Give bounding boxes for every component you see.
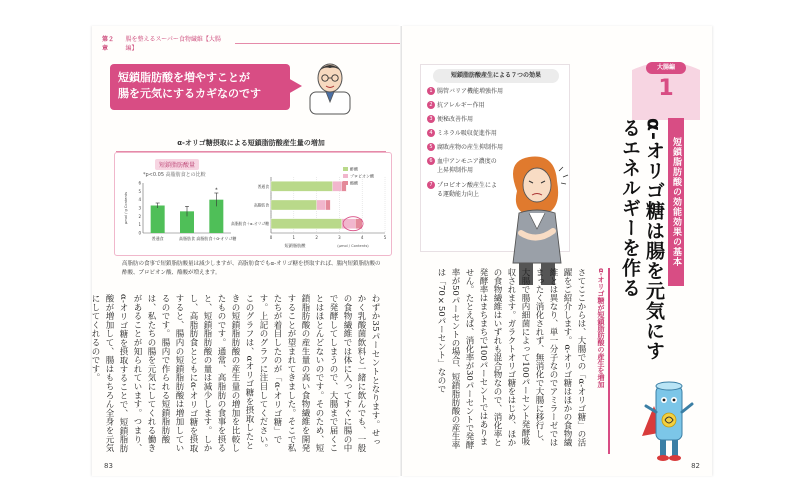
effect-label: 腐敗産物の産生抑制作用 xyxy=(437,144,504,151)
y-tick-label: 3 xyxy=(138,205,141,211)
woman-stomachache-illustration-icon xyxy=(499,151,579,287)
significance-mark: * xyxy=(215,187,218,194)
x-tick-label: 普通食 xyxy=(151,236,164,241)
effect-number-badge: 3 xyxy=(427,115,435,123)
y-tick-label: 5 xyxy=(138,188,141,194)
stacked-bar-segment xyxy=(271,219,342,229)
stacked-bar-segment xyxy=(317,200,326,210)
stacked-bar-chart xyxy=(231,163,391,255)
headline-line-2: 腸を元気にするカギなのです xyxy=(118,87,261,100)
effect-number-badge: 7 xyxy=(427,181,435,189)
headline-box xyxy=(110,64,290,110)
x-tick-label: 5 xyxy=(383,235,387,240)
stacked-bar-segment xyxy=(326,200,331,210)
figure-title: α-オリゴ糖摂取による短鎖脂肪酸産生量の増加 xyxy=(116,138,386,152)
left-page xyxy=(92,26,400,476)
doctor-illustration-icon xyxy=(306,58,354,114)
x-tick-label: 高脂肪食＋α-オリゴ糖 xyxy=(196,236,237,241)
bar xyxy=(151,206,165,234)
headline-line-1: 短鎖脂肪酸を増やすことが xyxy=(118,71,250,84)
legend-label: プロピオン酸 xyxy=(350,173,374,179)
mini-chart-title: 短鎖脂肪酸量 xyxy=(155,159,199,170)
y-tick-label: 高脂肪食 xyxy=(253,202,269,208)
chapter-label: 大腸編 xyxy=(646,62,686,74)
y-tick-label: 普通食 xyxy=(257,183,269,189)
effects-title: 短鎖脂肪酸産生による７つの効果 xyxy=(433,69,559,83)
effect-label: 血中アンモニア濃度の上昇抑制作用 xyxy=(437,158,497,174)
vertical-bar-chart xyxy=(119,177,239,255)
effect-label: ミネラル吸収促進作用 xyxy=(437,130,497,137)
legend-swatch xyxy=(343,167,348,171)
x-tick-label: 2 xyxy=(315,235,318,240)
effect-number-badge: 6 xyxy=(427,157,435,165)
effect-number-badge: 1 xyxy=(427,87,435,95)
effect-number-badge: 4 xyxy=(427,129,435,137)
x-tick-label: 1 xyxy=(292,235,296,240)
x-axis-unit: (μmol / Contents) xyxy=(337,244,369,248)
running-head-chapter: 第２章 xyxy=(102,36,115,52)
y-axis-label: μmol / g Contents xyxy=(124,191,128,225)
effects-box xyxy=(420,64,570,252)
legend-label: 酢酸 xyxy=(350,166,358,172)
effect-label: プロピオン酸産生による運動能力向上 xyxy=(437,182,498,198)
effect-label: 便秘改善作用 xyxy=(437,116,474,123)
x-tick-label: 高脂肪食 xyxy=(179,236,195,241)
right-page xyxy=(402,26,712,476)
alpha-mascot-icon xyxy=(638,376,700,466)
x-tick-label: 0 xyxy=(269,235,273,240)
left-body-text: わずか35パーセントとなります。せっかく乳酸菌飲料と一緒に飲んでも、一般の食物繊維では体に入ってすぐに腸の中で発酵してしまうので、大腸まで届くことはほとんどないのです。そのため、短鎖脂肪酸の産生量の高い食物繊維を開発することが望まれてきました。そこで私たちが着目したのが「α-オリゴ糖」です。上記のグラフに注目してください。このグラフは、αオリゴ糖を摂取したときの短鎖脂肪酸の産生量の増加を比較したものです。通常、高脂肪の食事を摂ると、短鎖脂肪酸の量は減少します。しかし、高脂肪食とともにα-オリゴ糖を摂取すると、腸内の短鎖脂肪酸は増加しているのです。腸内で作られる短鎖脂肪酸は、私たちの腸を元気にしてくれる働きがあることが知られています。つまり、α-オリゴ糖を摂取することで、短鎖脂肪酸が増加して、腸はもちろん全身を元気にしてくれるのです。 xyxy=(90,294,380,453)
figure-caption: 高脂肪の食事で短鎖脂肪酸量は減少しますが、高脂肪食でもα-オリゴ糖を摂取すれば、腸内短鎖脂肪酸の酢酸、プロピオン酸、酪酸が増えます。 xyxy=(122,261,381,276)
page-number-right: 82 xyxy=(691,462,700,470)
effect-number-badge: 2 xyxy=(427,101,435,109)
stacked-bar-segment xyxy=(342,219,356,229)
y-tick-label: 2 xyxy=(138,213,141,219)
legend-label: 酪酸 xyxy=(350,180,358,186)
section-heading: α-オリゴ糖が短鎖脂肪酸の産生を増加 xyxy=(594,268,610,454)
x-tick-label: 4 xyxy=(360,235,364,240)
page-title: α-オリゴ糖は腸を元気にするエネルギーを作る xyxy=(619,118,665,361)
speech-tail xyxy=(288,78,302,94)
chapter-number: 1 xyxy=(658,76,674,101)
effect-item xyxy=(427,115,537,124)
stacked-bar-segment xyxy=(355,219,362,229)
subtitle-strip: 短鎖脂肪酸の効能効果の基本 xyxy=(668,118,684,286)
stacked-bar-segment xyxy=(271,200,317,210)
running-head-title: 腸を整えるスーパー食物繊維【大腸編】 xyxy=(125,36,221,52)
effect-item xyxy=(427,129,537,138)
running-head-rule xyxy=(235,43,400,44)
legend-swatch xyxy=(343,181,348,185)
stacked-bar-segment xyxy=(271,181,333,191)
mini-chart-note: *p<0.05 高脂肪食との比較 xyxy=(143,172,206,178)
running-head xyxy=(102,34,400,52)
x-tick-label: 3 xyxy=(338,235,341,240)
legend-swatch xyxy=(343,174,348,178)
y-tick-label: 6 xyxy=(138,180,141,186)
effect-label: 抗アレルギー作用 xyxy=(437,102,485,109)
figure-box xyxy=(114,152,392,256)
x-axis-label: 短鎖脂肪酸 xyxy=(284,243,306,248)
effect-item xyxy=(427,87,537,96)
y-tick-label: 1 xyxy=(138,222,141,228)
y-tick-label: 0 xyxy=(138,230,141,236)
page-number-left: 83 xyxy=(104,462,113,470)
effect-number-badge: 5 xyxy=(427,143,435,151)
effect-item xyxy=(427,101,537,110)
y-tick-label: 高脂肪食＋α-オリゴ糖 xyxy=(231,221,269,227)
right-body-text: さてここからは、大腸での「α-オリゴ糖」の活躍をご紹介します。α-オリゴ糖はほかの食物繊維とは異なり、単一分子なのでアミラーゼではまったく消化されず、無消化で大腸に移行し、大腸で腸内細菌によって100パーセント発酵吸収されます。ガラクトオリゴ糖をはじめ、ほかの食物繊維はいずれも混合物なので、消化率と発酵率はまちまちで100パーセントではありません。たとえば、消化率が30パーセントで発酵率が50パーセントの場合、短鎖脂肪酸の産生率は「70×50パーセント」なので xyxy=(436,268,586,449)
y-tick-label: 4 xyxy=(138,197,141,203)
stacked-bar-segment xyxy=(333,181,342,191)
effect-label: 腸管バリア機能増強作用 xyxy=(437,88,504,95)
